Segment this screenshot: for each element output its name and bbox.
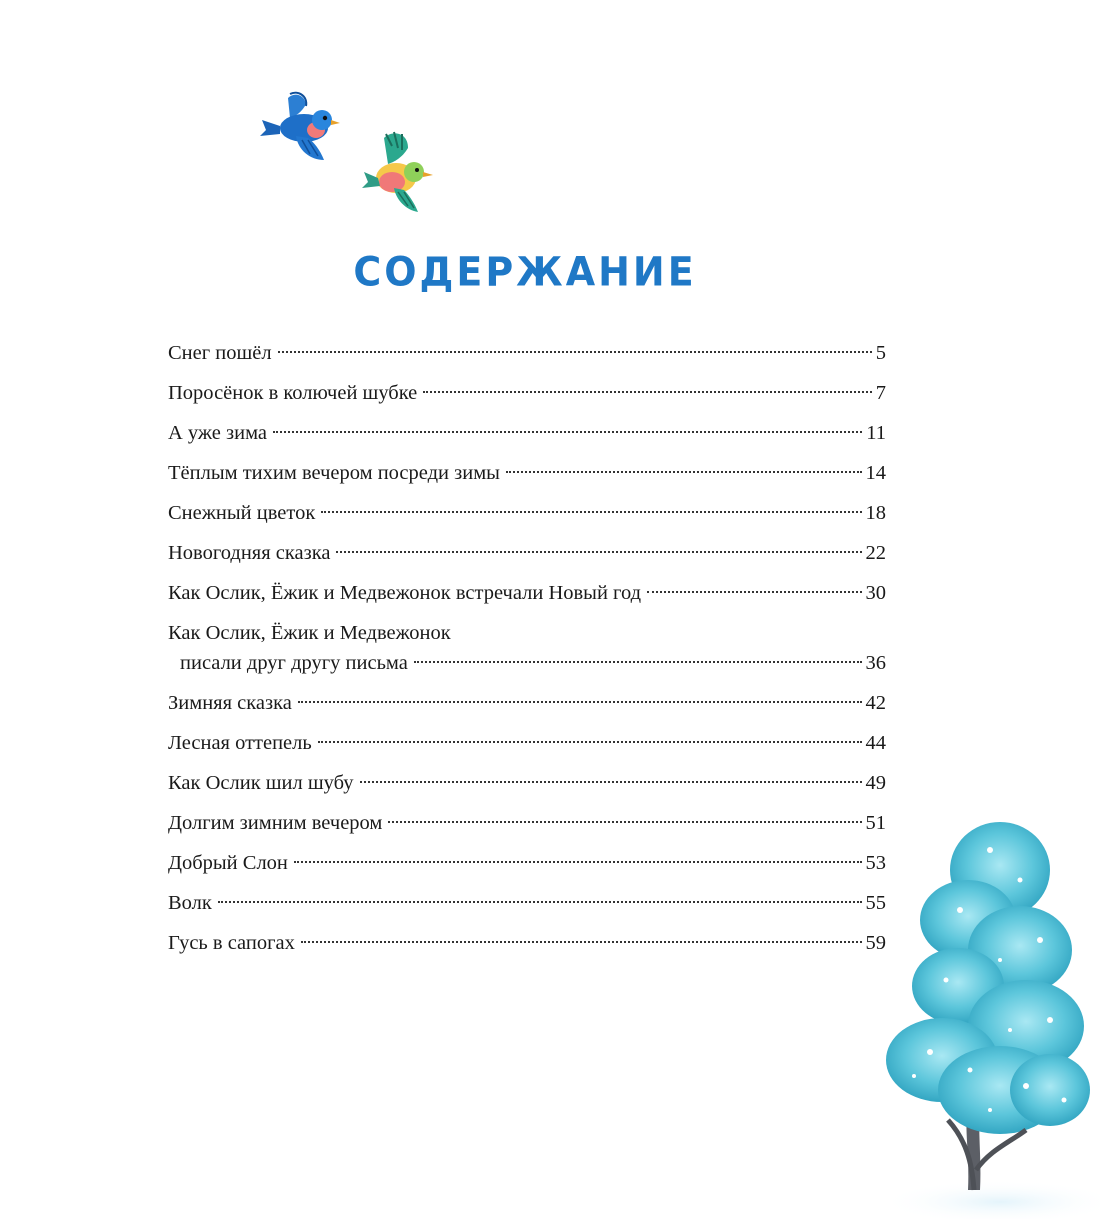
toc-entry	[168, 538, 886, 568]
dot-leader	[423, 391, 871, 393]
toc-entry-line	[168, 688, 886, 718]
dot-leader	[360, 781, 862, 783]
toc-entry	[168, 848, 886, 878]
dot-leader	[294, 861, 862, 863]
toc-entry-page-number: 11	[866, 422, 886, 444]
toc-entry-line	[168, 498, 886, 528]
toc-entry-page-number: 18	[865, 502, 886, 524]
toc-entry	[168, 928, 886, 958]
toc-entry-page-number: 42	[865, 692, 886, 714]
toc-entry	[168, 808, 886, 838]
toc-entry	[168, 338, 886, 368]
toc-entry	[168, 578, 886, 608]
toc-entry-title: Как Ослик шил шубу	[168, 772, 354, 794]
toc-entry-line	[168, 378, 886, 408]
toc-entry-title: Новогодняя сказка	[168, 542, 331, 564]
toc-entry	[168, 618, 886, 678]
toc-entry-title: Долгим зимним вечером	[168, 812, 383, 834]
toc-entry-title-line1	[168, 618, 886, 648]
toc-entry-title: Поросёнок в колючей шубке	[168, 382, 418, 404]
toc-entry-line	[168, 578, 886, 608]
toc-entry-title: Волк	[168, 892, 212, 914]
dot-leader	[414, 661, 862, 663]
toc-entry-page-number: 36	[865, 652, 886, 674]
dot-leader	[336, 551, 861, 553]
toc-entry-line	[168, 338, 886, 368]
toc-entry	[168, 418, 886, 448]
toc-entry-title: Снежный цветок	[168, 502, 316, 524]
toc-entry-line	[168, 458, 886, 488]
toc-entry-page-number: 30	[865, 582, 886, 604]
toc-entry-title: Как Ослик, Ёжик и Медвежонок встречали Новый год	[168, 582, 642, 604]
dot-leader	[388, 821, 861, 823]
toc-entry-page-number: 51	[865, 812, 886, 834]
toc-entry-title: Гусь в сапогах	[168, 932, 295, 954]
toc-entry-title: Зимняя сказка	[168, 692, 292, 714]
toc-entry-page-number: 22	[865, 542, 886, 564]
toc-entry-line	[168, 928, 886, 958]
toc-entry-title-continued: писали друг другу письма	[180, 652, 408, 674]
toc-entry-line	[168, 808, 886, 838]
toc-entry-line	[168, 768, 886, 798]
dot-leader	[278, 351, 872, 353]
toc-entry-page-number: 49	[865, 772, 886, 794]
toc-entry-page-number: 59	[865, 932, 886, 954]
toc-entry	[168, 888, 886, 918]
toc-entry-title: Добрый Слон	[168, 852, 288, 874]
toc-entry	[168, 458, 886, 488]
toc-entry	[168, 378, 886, 408]
winter-tree-illustration	[850, 790, 1100, 1219]
toc-entry-page-number: 53	[865, 852, 886, 874]
toc-entry-line	[168, 538, 886, 568]
toc-entry-title: Лесная оттепель	[168, 732, 312, 754]
table-of-contents	[168, 338, 886, 968]
dot-leader	[273, 431, 862, 433]
toc-entry-page-number: 44	[865, 732, 886, 754]
toc-entry-line	[168, 728, 886, 758]
toc-entry-title: А уже зима	[168, 422, 268, 444]
toc-entry-line	[168, 888, 886, 918]
colorful-bird-icon	[362, 128, 440, 214]
toc-entry-page-number: 7	[875, 382, 886, 404]
toc-entry-title: Снег пошёл	[168, 342, 272, 364]
toc-entry	[168, 688, 886, 718]
dot-leader	[321, 511, 861, 513]
dot-leader	[298, 701, 862, 703]
dot-leader	[647, 591, 861, 593]
toc-entry-line	[168, 848, 886, 878]
toc-entry-page-number: 14	[865, 462, 886, 484]
toc-entry	[168, 728, 886, 758]
toc-entry-title: Тёплым тихим вечером посреди зимы	[168, 462, 500, 484]
page-title: СОДЕРЖАНИЕ	[353, 248, 697, 296]
toc-entry-page-number: 5	[875, 342, 886, 364]
toc-entry	[168, 498, 886, 528]
dot-leader	[318, 741, 862, 743]
blue-bird-icon	[258, 90, 342, 164]
dot-leader	[506, 471, 862, 473]
toc-entry-page-number: 55	[865, 892, 886, 914]
dot-leader	[218, 901, 862, 903]
toc-entry-title-line2	[168, 648, 886, 678]
toc-entry-title: Как Ослик, Ёжик и Медвежонок	[168, 622, 451, 644]
dot-leader	[301, 941, 862, 943]
toc-entry	[168, 768, 886, 798]
toc-entry-line	[168, 418, 886, 448]
